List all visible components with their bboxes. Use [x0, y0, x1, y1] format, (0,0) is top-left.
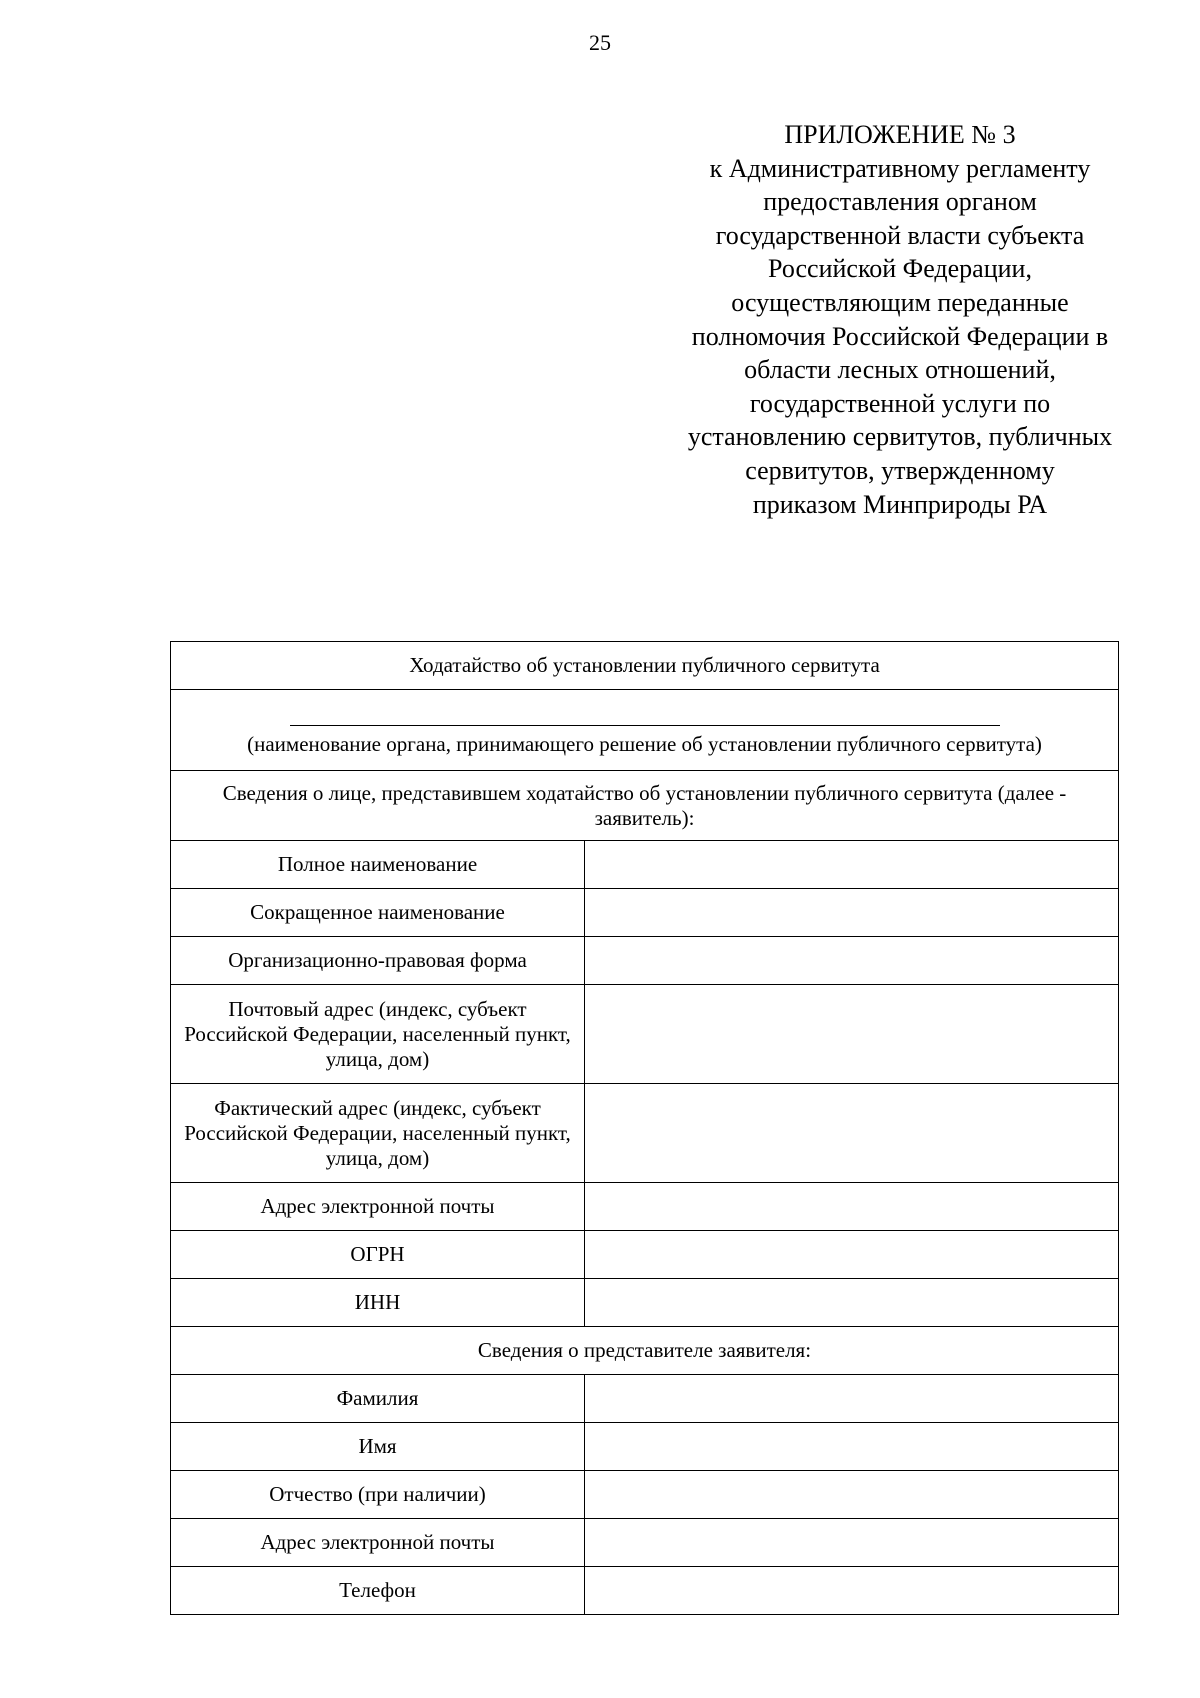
actual-address-field[interactable]	[585, 1084, 1119, 1183]
table-row	[171, 1231, 1119, 1279]
table-row	[171, 1471, 1119, 1519]
postal-address-field[interactable]	[585, 985, 1119, 1084]
table-row	[171, 985, 1119, 1084]
field-label: Имя	[171, 1423, 585, 1471]
applicant-email-field[interactable]	[585, 1183, 1119, 1231]
table-row	[171, 937, 1119, 985]
table-row	[171, 841, 1119, 889]
representative-email-field[interactable]	[585, 1519, 1119, 1567]
phone-field[interactable]	[585, 1567, 1119, 1615]
field-label: Фактический адрес (индекс, субъект Российской Федерации, населенный пункт, улица, дом)	[171, 1084, 585, 1183]
table-row	[171, 1183, 1119, 1231]
table-row	[171, 1519, 1119, 1567]
annex-line: установлению сервитутов, публичных	[687, 422, 1113, 452]
inn-field[interactable]	[585, 1279, 1119, 1327]
table-row	[171, 1375, 1119, 1423]
authority-name-line[interactable]	[290, 711, 1000, 726]
ogrn-field[interactable]	[585, 1231, 1119, 1279]
field-label: ОГРН	[171, 1231, 585, 1279]
petition-form-table	[170, 641, 1119, 1615]
full-name-field[interactable]	[585, 841, 1119, 889]
field-label: Сокращенное наименование	[171, 889, 585, 937]
field-label: Адрес электронной почты	[171, 1183, 585, 1231]
first-name-field[interactable]	[585, 1423, 1119, 1471]
annex-line: государственной власти субъекта	[715, 220, 1085, 250]
annex-line: Российской Федерации,	[768, 254, 1032, 284]
authority-caption: (наименование органа, принимающего решение об установлении публичного сервитута)	[247, 732, 1042, 756]
authority-cell	[171, 690, 1119, 771]
annex-title: ПРИЛОЖЕНИЕ № 3	[784, 120, 1016, 149]
annex-line: к Административному регламенту	[709, 153, 1091, 183]
field-label: ИНН	[171, 1279, 585, 1327]
form-title-row	[171, 642, 1119, 690]
annex-line: приказом Минприроды РА	[752, 489, 1048, 519]
field-label: Телефон	[171, 1567, 585, 1615]
field-label: Почтовый адрес (индекс, субъект Российской Федерации, населенный пункт, улица, дом)	[171, 985, 585, 1084]
representative-section-row	[171, 1327, 1119, 1375]
representative-section-heading: Сведения о представителе заявителя:	[171, 1327, 1119, 1375]
field-label: Адрес электронной почты	[171, 1519, 585, 1567]
table-row	[171, 889, 1119, 937]
field-label: Фамилия	[171, 1375, 585, 1423]
table-row	[171, 1279, 1119, 1327]
applicant-section-row	[171, 771, 1119, 841]
field-label: Полное наименование	[171, 841, 585, 889]
page-number: 25	[589, 30, 611, 55]
table-row	[171, 1423, 1119, 1471]
short-name-field[interactable]	[585, 889, 1119, 937]
annex-line: предоставления органом	[763, 187, 1037, 217]
form-title: Ходатайство об установлении публичного сервитута	[171, 642, 1119, 690]
applicant-section-heading: Сведения о лице, представившем ходатайство об установлении публичного сервитута (далее - заявитель):	[171, 771, 1119, 841]
table-row	[171, 1567, 1119, 1615]
authority-row	[171, 690, 1119, 771]
annex-line: полномочия Российской Федерации в	[691, 321, 1109, 351]
annex-line: осуществляющим переданные	[731, 287, 1069, 317]
legal-form-field[interactable]	[585, 937, 1119, 985]
patronymic-field[interactable]	[585, 1471, 1119, 1519]
annex-header	[630, 118, 1170, 521]
annex-line: сервитутов, утвержденному	[745, 455, 1055, 485]
field-label: Организационно-правовая форма	[171, 937, 585, 985]
field-label: Отчество (при наличии)	[171, 1471, 585, 1519]
surname-field[interactable]	[585, 1375, 1119, 1423]
annex-line: государственной услуги по	[749, 388, 1051, 418]
table-row	[171, 1084, 1119, 1183]
annex-line: области лесных отношений,	[744, 355, 1056, 385]
